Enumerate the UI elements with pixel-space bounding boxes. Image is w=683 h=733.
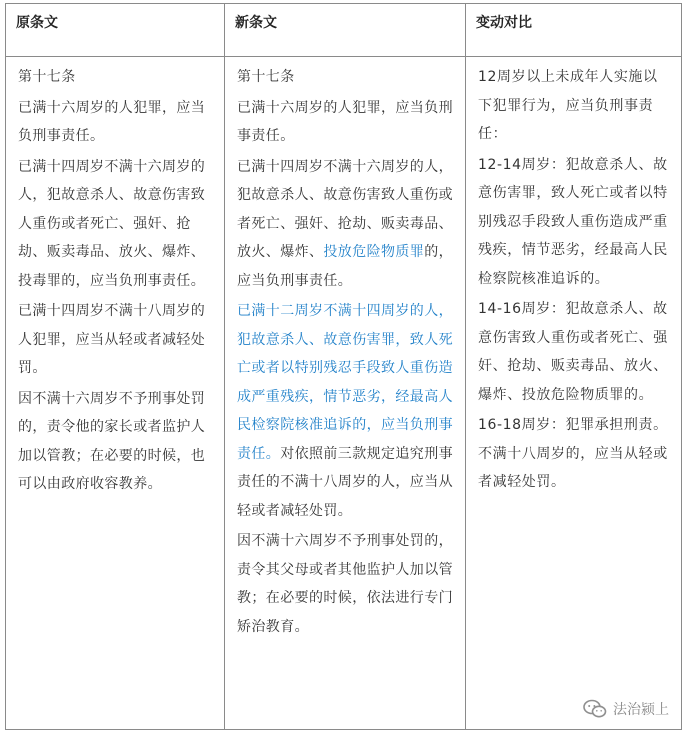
revised-para-5: 因不满十六周岁不予刑事处罚的，责令其父母或者其他监护人加以管教；在必要的时候，依法进行专门矫治教育。 — [237, 533, 453, 635]
header-row — [6, 4, 682, 57]
header-revised: 新条文 — [225, 4, 466, 57]
watermark — [583, 699, 669, 719]
comparison-para-3: 14-16周岁：犯故意杀人、故意伤害致人重伤或者死亡、强奸、抢劫、贩卖毒品、放火、爆炸、投放危险物质罪的。 — [478, 301, 668, 403]
original-para-5: 因不满十六周岁不予刑事处罚的，责令他的家长或者监护人加以管教；在必要的时候，也可以由政府收容教养。 — [18, 390, 206, 492]
original-para-2: 已满十六周岁的人犯罪，应当负刑事责任。 — [18, 99, 206, 144]
original-cell — [6, 57, 225, 730]
watermark-label: 法治颍上 — [613, 702, 669, 718]
revised-cell — [225, 57, 466, 730]
revised-para-4-highlight: 已满十二周岁不满十四周岁的人，犯故意杀人、故意伤害罪，致人死亡或者以特别残忍手段致人重伤造成严重残疾，情节恶劣，经最高人民检察院核准追诉的，应当负刑事责任。 — [237, 303, 453, 462]
revised-para-3 — [237, 153, 455, 296]
revised-para-3-highlight: 投放危险物质罪 — [323, 244, 425, 260]
comparison-para-4: 16-18周岁：犯罪承担刑责。不满十八周岁的，应当从轻或者减轻处罚。 — [478, 417, 668, 490]
original-para-3: 已满十四周岁不满十六周岁的人，犯故意杀人、故意伤害致人重伤或者死亡、强奸、抢劫、贩卖毒品、放火、爆炸、投毒罪的，应当负刑事责任。 — [18, 158, 206, 289]
comparison-para-2: 12-14周岁：犯故意杀人、故意伤害罪，致人死亡或者以特别残忍手段致人重伤造成严重残疾，情节恶劣，经最高人民检察院核准追诉的。 — [478, 156, 668, 287]
original-para-4: 已满十四周岁不满十八周岁的人犯罪，应当从轻或者减轻处罚。 — [18, 303, 206, 376]
revised-para-3-tail: 的，应当负刑事责任。 — [237, 244, 454, 289]
original-para-1: 第十七条 — [18, 69, 76, 85]
revised-para-4-tail: 对依照前三款规定追究刑事责任的不满十八周岁的人，应当从轻或者减轻处罚。 — [237, 445, 454, 519]
wechat-icon — [583, 699, 607, 719]
comparison-cell — [466, 57, 682, 730]
header-comparison: 变动对比 — [466, 4, 682, 57]
revised-para-4 — [237, 297, 455, 525]
header-original: 原条文 — [6, 4, 225, 57]
comparison-para-1: 12周岁以上未成年人实施以下犯罪行为，应当负刑事责任： — [478, 69, 658, 142]
comparison-table — [5, 3, 682, 730]
revised-para-2: 已满十六周岁的人犯罪，应当负刑事责任。 — [237, 99, 453, 144]
revised-para-1: 第十七条 — [237, 69, 295, 85]
revised-para-3-text: 已满十四周岁不满十六周岁的人，犯故意杀人、故意伤害致人重伤或者死亡、强奸、抢劫、贩卖毒品、放火、爆炸、 — [237, 158, 453, 260]
content-row — [6, 57, 682, 730]
